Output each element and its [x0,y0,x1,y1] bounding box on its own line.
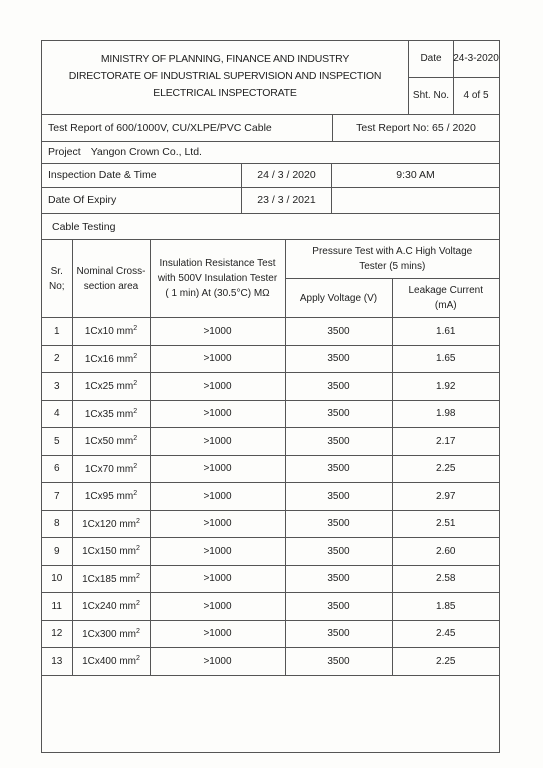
row-area-size: 1Cx10 [84,326,114,338]
inspection-row [42,163,499,188]
sheet-value: 4 of 5 [463,90,489,101]
row-sr: 9 [42,538,72,566]
row-area-size: 1Cx70 [84,463,114,475]
section-title: Cable Testing [42,214,499,240]
row-leakage: 2.45 [392,620,499,648]
row-area-unit: mm [116,491,134,503]
table-row [42,510,499,538]
row-area-size: 1Cx150 [82,546,117,558]
row-sr: 6 [42,455,72,483]
project-value: Yangon Crown Co., Ltd. [90,146,202,158]
row-area-size: 1Cx300 [82,628,117,640]
sheet-label: Sht. No. [409,78,454,114]
table-row [42,455,499,483]
row-voltage: 3500 [285,565,392,593]
row-area-unit: mm [119,546,136,558]
row-area-exponent: 2 [133,435,138,443]
row-area-size: 1Cx16 [84,353,114,365]
table-row [42,593,499,621]
table-row [42,345,499,373]
row-voltage: 3500 [285,510,392,538]
row-area [72,648,150,676]
row-leakage: 2.17 [392,428,499,456]
date-label: Date [409,41,454,78]
col-header-sr: Sr. No; [42,240,72,318]
row-area-unit: mm [119,518,136,530]
row-insulation: >1000 [150,400,285,428]
table-row [42,483,499,511]
row-insulation: >1000 [150,318,285,346]
row-insulation: >1000 [150,565,285,593]
row-insulation: >1000 [150,428,285,456]
row-sr: 5 [42,428,72,456]
table-row [42,565,499,593]
row-area-unit: mm [119,601,136,613]
row-sr: 13 [42,648,72,676]
row-sr: 10 [42,565,72,593]
row-area-size: 1Cx95 [84,491,114,503]
row-area [72,455,150,483]
row-area [72,318,150,346]
row-area-unit: mm [116,353,134,365]
row-area [72,345,150,373]
row-leakage: 2.97 [392,483,499,511]
expiry-label: Date Of Expiry [48,194,117,206]
row-area-size: 1Cx35 [84,408,114,420]
row-area-exponent: 2 [133,380,138,388]
row-area [72,593,150,621]
inspectorate-name: ELECTRICAL INSPECTORATE [153,87,297,99]
inspection-label: Inspection Date & Time [48,169,157,181]
row-leakage: 2.51 [392,510,499,538]
inspection-time: 9:30 AM [331,163,499,187]
row-insulation: >1000 [150,620,285,648]
row-area [72,620,150,648]
row-area-size: 1Cx400 [82,656,117,668]
row-area-unit: mm [119,628,136,640]
row-leakage: 2.25 [392,648,499,676]
row-insulation: >1000 [150,538,285,566]
expiry-row [42,187,499,214]
row-area-exponent: 2 [136,655,140,663]
row-area-size: 1Cx120 [82,518,117,530]
table-row [42,428,499,456]
row-leakage: 2.60 [392,538,499,566]
row-area-unit: mm [116,436,134,448]
row-area-unit: mm [119,573,136,585]
row-leakage: 1.92 [392,373,499,401]
row-insulation: >1000 [150,455,285,483]
row-voltage: 3500 [285,648,392,676]
row-voltage: 3500 [285,318,392,346]
project-label: Project [48,146,81,158]
row-area-unit: mm [116,463,134,475]
row-leakage: 1.61 [392,318,499,346]
report-title-row [42,114,499,142]
row-sr: 1 [42,318,72,346]
col-header-area: Nominal Cross-section area [72,240,150,318]
row-area-size: 1Cx240 [82,601,117,613]
table-row [42,373,499,401]
row-leakage: 1.98 [392,400,499,428]
row-area [72,400,150,428]
row-area [72,483,150,511]
row-voltage: 3500 [285,620,392,648]
row-voltage: 3500 [285,593,392,621]
table-row [42,620,499,648]
col-header-insulation: Insulation Resistance Test with 500V Insulation Tester ( 1 min) At (30.5°C) MΩ [150,240,285,318]
row-sr: 3 [42,373,72,401]
row-area-size: 1Cx50 [84,436,114,448]
ministry-name: MINISTRY OF PLANNING, FINANCE AND INDUSTRY [100,53,350,65]
row-area-exponent: 2 [133,352,138,360]
row-area [72,538,150,566]
row-voltage: 3500 [285,538,392,566]
row-leakage: 1.85 [392,593,499,621]
row-area [72,565,150,593]
row-sr: 7 [42,483,72,511]
report-title: Test Report of 600/1000V, CU/XLPE/PVC Cable [48,121,272,134]
row-sr: 11 [42,593,72,621]
row-area-exponent: 2 [133,325,138,333]
cable-test-table [42,214,499,676]
row-insulation: >1000 [150,345,285,373]
row-area-exponent: 2 [133,462,138,470]
row-voltage: 3500 [285,345,392,373]
row-leakage: 1.65 [392,345,499,373]
row-sr: 8 [42,510,72,538]
report-header [42,41,499,115]
row-voltage: 3500 [285,483,392,511]
row-area-exponent: 2 [136,572,140,580]
inspection-date: 24 / 3 / 2020 [241,163,331,187]
row-area [72,373,150,401]
row-insulation: >1000 [150,510,285,538]
row-area-exponent: 2 [133,407,138,415]
row-area-unit: mm [116,408,134,420]
report-number: Test Report No: 65 / 2020 [332,114,499,141]
table-row [42,318,499,346]
row-area-unit: mm [119,656,136,668]
row-insulation: >1000 [150,373,285,401]
date-value: 24-3-2020 [453,41,499,78]
report-sheet [41,40,500,753]
project-row [42,141,499,164]
row-area-unit: mm [116,326,134,338]
col-header-pressure: Pressure Test with A.C High Voltage Tester (5 mins) [285,240,499,279]
table-row [42,400,499,428]
row-voltage: 3500 [285,373,392,401]
col-header-leakage: Leakage Current (mA) [392,279,499,318]
row-area [72,510,150,538]
row-area [72,428,150,456]
row-area-exponent: 2 [136,627,140,635]
row-area-exponent: 2 [136,545,140,553]
row-area-size: 1Cx185 [82,573,117,585]
row-insulation: >1000 [150,593,285,621]
expiry-date: 23 / 3 / 2021 [241,187,331,213]
row-area-exponent: 2 [136,517,140,525]
table-row [42,648,499,676]
row-sr: 4 [42,400,72,428]
row-voltage: 3500 [285,455,392,483]
ministry-title-block [42,41,409,114]
row-sr: 2 [42,345,72,373]
directorate-name: DIRECTORATE OF INDUSTRIAL SUPERVISION AND INSPECTION [68,70,382,82]
table-row [42,538,499,566]
row-area-unit: mm [116,381,134,393]
row-leakage: 2.58 [392,565,499,593]
row-area-size: 1Cx25 [84,381,114,393]
row-sr: 12 [42,620,72,648]
row-insulation: >1000 [150,483,285,511]
row-area-exponent: 2 [133,490,138,498]
col-header-voltage: Apply Voltage (V) [285,279,392,318]
row-voltage: 3500 [285,400,392,428]
row-voltage: 3500 [285,428,392,456]
row-insulation: >1000 [150,648,285,676]
row-leakage: 2.25 [392,455,499,483]
row-area-exponent: 2 [136,600,140,608]
